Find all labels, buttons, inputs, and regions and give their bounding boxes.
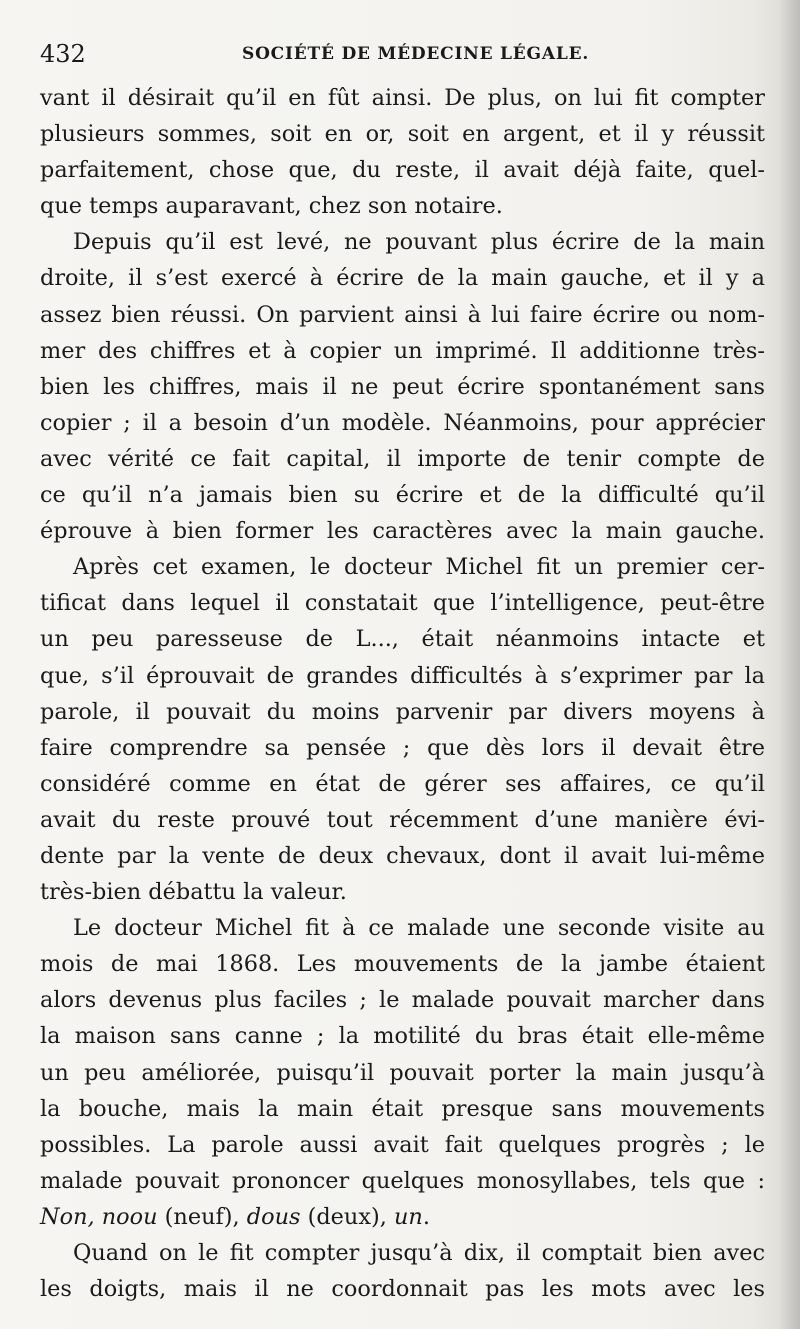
text-line: tificat dans lequel il constatait que l’intelligence, peut-être	[40, 590, 765, 617]
text-line: bien les chiffres, mais il ne peut écrire spontanément sans	[40, 373, 765, 400]
text-line: considéré comme en état de gérer ses affaires, ce qu’il	[40, 770, 765, 797]
text-line: la maison sans canne ; la motilité du bras était elle-même	[40, 1023, 765, 1050]
text-line: Quand on le fit compter jusqu’à dix, il comptait bien avec	[73, 1240, 765, 1266]
text-line: droite, il s’est exercé à écrire de la main gauche, et il y a	[40, 265, 765, 292]
text-line: parfaitement, chose que, du reste, il avait déjà faite, quel-	[40, 157, 765, 184]
text-line: que, s’il éprouvait de grandes difficultés à s’exprimer par la	[40, 662, 765, 689]
text-run: (deux),	[300, 1203, 394, 1230]
text-line: faire comprendre sa pensée ; que dès lors il devait être	[40, 734, 765, 761]
text-line: plusieurs sommes, soit en or, soit en argent, et il y réussit	[40, 121, 765, 148]
text-line: un peu améliorée, puisqu’il pouvait porter la main jusqu’à	[40, 1059, 765, 1086]
body-text	[40, 80, 765, 1307]
text-run: (neuf),	[157, 1203, 247, 1230]
text-line: très-bien débattu la valeur.	[40, 879, 347, 906]
text-run: .	[422, 1203, 430, 1230]
text-line: la bouche, mais la main était presque sans mouvements	[40, 1095, 765, 1122]
text-line: malade pouvait prononcer quelques monosyllabes, tels que :	[40, 1167, 765, 1194]
running-header	[40, 38, 760, 72]
italic-word: dous	[246, 1203, 301, 1230]
text-line: alors devenus plus faciles ; le malade pouvait marcher dans	[40, 987, 765, 1014]
text-line: Le docteur Michel fit à ce malade une seconde visite au	[73, 915, 765, 942]
text-line: Depuis qu’il est levé, ne pouvant plus écrire de la main	[73, 229, 765, 256]
text-line: que temps auparavant, chez son notaire.	[40, 193, 503, 220]
text-line: un peu paresseuse de L..., était néanmoins intacte et	[40, 626, 765, 653]
text-line: parole, il pouvait du moins parvenir par divers moyens à	[40, 698, 765, 725]
text-line: possibles. La parole aussi avait fait quelques progrès ; le	[40, 1131, 765, 1158]
text-line: ce qu’il n’a jamais bien su écrire et de la difficulté qu’il	[40, 482, 765, 509]
text-line: mer des chiffres et à copier un imprimé. Il additionne très-	[40, 337, 765, 364]
text-line: dente par la vente de deux chevaux, dont il avait lui-même	[40, 842, 765, 869]
text-line: vant il désirait qu’il en fût ainsi. De plus, on lui fit compter	[40, 85, 765, 111]
page-number: 432	[40, 40, 86, 68]
text-line: les doigts, mais il ne coordonnait pas les mots avec les	[40, 1276, 765, 1303]
page-edge-shadow	[778, 0, 800, 1329]
text-line: mois de mai 1868. Les mouvements de la jambe étaient	[40, 951, 765, 978]
text-line: copier ; il a besoin d’un modèle. Néanmoins, pour apprécier	[40, 409, 765, 436]
text-line: éprouve à bien former les caractères avec la main gauche.	[40, 518, 765, 545]
text-line-italic-words	[40, 1199, 765, 1235]
text-line: avait du reste prouvé tout récemment d’une manière évi-	[40, 806, 765, 833]
italic-word: noou	[101, 1203, 158, 1230]
italic-word: Non,	[40, 1203, 95, 1230]
text-line: assez bien réussi. On parvient ainsi à lui faire écrire ou nom-	[40, 301, 765, 328]
italic-word: un	[393, 1203, 423, 1230]
text-line: Après cet examen, le docteur Michel fit un premier cer-	[73, 554, 765, 581]
running-title: SOCIÉTÉ DE MÉDECINE LÉGALE.	[242, 44, 590, 64]
text-line: avec vérité ce fait capital, il importe de tenir compte de	[40, 445, 765, 472]
